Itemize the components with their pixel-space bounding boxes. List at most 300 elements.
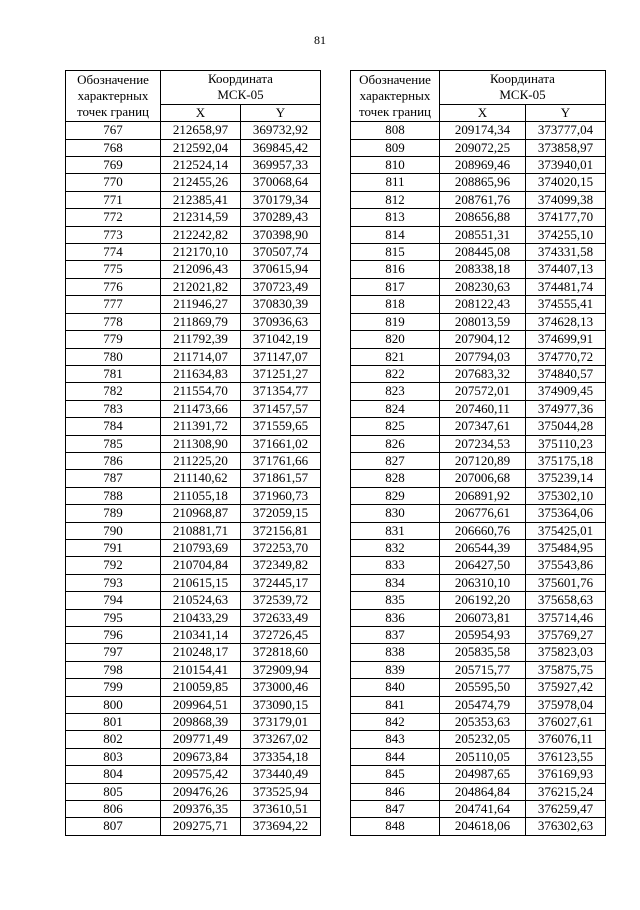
table-row [66, 452, 321, 469]
table-row [351, 226, 606, 243]
header-y: Y [241, 104, 321, 121]
point-number-cell: 801 [66, 714, 161, 731]
y-coordinate-cell: 374770,72 [526, 348, 606, 365]
point-number-cell: 773 [66, 226, 161, 243]
table-row [351, 801, 606, 818]
y-coordinate-cell: 370830,39 [241, 296, 321, 313]
x-coordinate-cell: 207460,11 [440, 400, 526, 417]
point-number-cell: 815 [351, 244, 440, 261]
y-coordinate-cell: 374909,45 [526, 383, 606, 400]
x-coordinate-cell: 208656,88 [440, 209, 526, 226]
table-body [66, 122, 321, 836]
y-coordinate-cell: 374099,38 [526, 191, 606, 208]
point-number-cell: 775 [66, 261, 161, 278]
x-coordinate-cell: 211308,90 [161, 435, 241, 452]
y-coordinate-cell: 369845,42 [241, 139, 321, 156]
x-coordinate-cell: 209376,35 [161, 801, 241, 818]
x-coordinate-cell: 208551,31 [440, 226, 526, 243]
x-coordinate-cell: 210968,87 [161, 505, 241, 522]
y-coordinate-cell: 370723,49 [241, 278, 321, 295]
y-coordinate-cell: 374481,74 [526, 278, 606, 295]
y-coordinate-cell: 375484,95 [526, 539, 606, 556]
point-number-cell: 820 [351, 331, 440, 348]
point-number-cell: 817 [351, 278, 440, 295]
y-coordinate-cell: 373777,04 [526, 122, 606, 139]
table-row [351, 209, 606, 226]
x-coordinate-cell: 210341,14 [161, 627, 241, 644]
x-coordinate-cell: 206427,50 [440, 557, 526, 574]
table-row [66, 418, 321, 435]
y-coordinate-cell: 375978,04 [526, 696, 606, 713]
page-number: 81 [314, 33, 326, 47]
point-number-cell: 779 [66, 331, 161, 348]
header-coordinate-line: Координата [208, 71, 273, 86]
table-row [66, 191, 321, 208]
y-coordinate-cell: 372726,45 [241, 627, 321, 644]
table-row [351, 592, 606, 609]
point-number-cell: 803 [66, 748, 161, 765]
point-number-cell: 805 [66, 783, 161, 800]
x-coordinate-cell: 208445,08 [440, 244, 526, 261]
y-coordinate-cell: 375110,23 [526, 435, 606, 452]
coordinates-table-left [65, 70, 321, 836]
y-coordinate-cell: 371761,66 [241, 452, 321, 469]
table-row [66, 801, 321, 818]
table-row [351, 574, 606, 591]
point-number-cell: 781 [66, 365, 161, 382]
table-row [66, 522, 321, 539]
point-number-cell: 829 [351, 487, 440, 504]
table-row [66, 557, 321, 574]
x-coordinate-cell: 208761,76 [440, 191, 526, 208]
y-coordinate-cell: 371861,57 [241, 470, 321, 487]
point-number-cell: 796 [66, 627, 161, 644]
point-number-cell: 835 [351, 592, 440, 609]
y-coordinate-cell: 375875,75 [526, 661, 606, 678]
table-row [351, 783, 606, 800]
x-coordinate-cell: 212021,82 [161, 278, 241, 295]
y-coordinate-cell: 375364,06 [526, 505, 606, 522]
header-coordinate-line: МСК-05 [499, 87, 546, 103]
y-coordinate-cell: 372059,15 [241, 505, 321, 522]
y-coordinate-cell: 370936,63 [241, 313, 321, 330]
coordinates-table-right [350, 70, 606, 836]
table-row [351, 278, 606, 295]
y-coordinate-cell: 375601,76 [526, 574, 606, 591]
y-coordinate-cell: 372633,49 [241, 609, 321, 626]
y-coordinate-cell: 373940,01 [526, 157, 606, 174]
x-coordinate-cell: 205353,63 [440, 714, 526, 731]
point-number-cell: 785 [66, 435, 161, 452]
point-number-cell: 830 [351, 505, 440, 522]
x-coordinate-cell: 211869,79 [161, 313, 241, 330]
x-coordinate-cell: 208013,59 [440, 313, 526, 330]
table-row [351, 627, 606, 644]
y-coordinate-cell: 373000,46 [241, 679, 321, 696]
y-coordinate-cell: 371042,19 [241, 331, 321, 348]
point-number-cell: 794 [66, 592, 161, 609]
point-number-cell: 825 [351, 418, 440, 435]
table-row [66, 539, 321, 556]
y-coordinate-cell: 374699,91 [526, 331, 606, 348]
header-designation [351, 71, 440, 122]
point-number-cell: 811 [351, 174, 440, 191]
point-number-cell: 806 [66, 801, 161, 818]
table-row [66, 400, 321, 417]
table-row [351, 139, 606, 156]
point-number-cell: 827 [351, 452, 440, 469]
x-coordinate-cell: 204618,06 [440, 818, 526, 835]
table-row [351, 522, 606, 539]
table-row [351, 748, 606, 765]
header-designation-line: точек границ [358, 104, 432, 120]
y-coordinate-cell: 376169,93 [526, 766, 606, 783]
y-coordinate-cell: 372539,72 [241, 592, 321, 609]
point-number-cell: 782 [66, 383, 161, 400]
point-number-cell: 848 [351, 818, 440, 835]
table-row [351, 296, 606, 313]
y-coordinate-cell: 373694,22 [241, 818, 321, 835]
x-coordinate-cell: 207234,53 [440, 435, 526, 452]
y-coordinate-cell: 374407,13 [526, 261, 606, 278]
point-number-cell: 846 [351, 783, 440, 800]
point-number-cell: 814 [351, 226, 440, 243]
y-coordinate-cell: 373440,49 [241, 766, 321, 783]
point-number-cell: 777 [66, 296, 161, 313]
y-coordinate-cell: 375714,46 [526, 609, 606, 626]
point-number-cell: 768 [66, 139, 161, 156]
x-coordinate-cell: 210615,15 [161, 574, 241, 591]
point-number-cell: 788 [66, 487, 161, 504]
table-row [66, 627, 321, 644]
point-number-cell: 791 [66, 539, 161, 556]
point-number-cell: 804 [66, 766, 161, 783]
point-number-cell: 767 [66, 122, 161, 139]
table-row [66, 226, 321, 243]
point-number-cell: 819 [351, 313, 440, 330]
y-coordinate-cell: 375425,01 [526, 522, 606, 539]
x-coordinate-cell: 205835,58 [440, 644, 526, 661]
table-row [351, 331, 606, 348]
y-coordinate-cell: 376215,24 [526, 783, 606, 800]
point-number-cell: 783 [66, 400, 161, 417]
point-number-cell: 844 [351, 748, 440, 765]
point-number-cell: 821 [351, 348, 440, 365]
x-coordinate-cell: 206891,92 [440, 487, 526, 504]
point-number-cell: 833 [351, 557, 440, 574]
y-coordinate-cell: 370068,64 [241, 174, 321, 191]
x-coordinate-cell: 206660,76 [440, 522, 526, 539]
x-coordinate-cell: 211714,07 [161, 348, 241, 365]
x-coordinate-cell: 211055,18 [161, 487, 241, 504]
point-number-cell: 798 [66, 661, 161, 678]
point-number-cell: 789 [66, 505, 161, 522]
x-coordinate-cell: 206776,61 [440, 505, 526, 522]
table-row [66, 174, 321, 191]
y-coordinate-cell: 369732,92 [241, 122, 321, 139]
x-coordinate-cell: 209868,39 [161, 714, 241, 731]
table-row [351, 174, 606, 191]
x-coordinate-cell: 210881,71 [161, 522, 241, 539]
y-coordinate-cell: 371559,65 [241, 418, 321, 435]
table-row [351, 766, 606, 783]
point-number-cell: 845 [351, 766, 440, 783]
x-coordinate-cell: 211792,39 [161, 331, 241, 348]
point-number-cell: 778 [66, 313, 161, 330]
point-number-cell: 823 [351, 383, 440, 400]
point-number-cell: 824 [351, 400, 440, 417]
y-coordinate-cell: 371457,57 [241, 400, 321, 417]
x-coordinate-cell: 211554,70 [161, 383, 241, 400]
point-number-cell: 826 [351, 435, 440, 452]
table-row [351, 157, 606, 174]
y-coordinate-cell: 370179,34 [241, 191, 321, 208]
table-row [66, 818, 321, 835]
x-coordinate-cell: 207120,89 [440, 452, 526, 469]
table-row [66, 278, 321, 295]
x-coordinate-cell: 207794,03 [440, 348, 526, 365]
table-row [66, 122, 321, 139]
x-coordinate-cell: 211473,66 [161, 400, 241, 417]
y-coordinate-cell: 374255,10 [526, 226, 606, 243]
table-row [66, 766, 321, 783]
table-row [351, 714, 606, 731]
y-coordinate-cell: 371147,07 [241, 348, 321, 365]
y-coordinate-cell: 371960,73 [241, 487, 321, 504]
point-number-cell: 800 [66, 696, 161, 713]
table-row [351, 487, 606, 504]
table-row [66, 261, 321, 278]
x-coordinate-cell: 209575,42 [161, 766, 241, 783]
table-row [66, 696, 321, 713]
point-number-cell: 807 [66, 818, 161, 835]
point-number-cell: 774 [66, 244, 161, 261]
table-row [351, 661, 606, 678]
point-number-cell: 828 [351, 470, 440, 487]
x-coordinate-cell: 210524,63 [161, 592, 241, 609]
header-designation-line: Обозначение [77, 71, 149, 87]
y-coordinate-cell: 375239,14 [526, 470, 606, 487]
y-coordinate-cell: 372349,82 [241, 557, 321, 574]
x-coordinate-cell: 211140,62 [161, 470, 241, 487]
x-coordinate-cell: 204987,65 [440, 766, 526, 783]
table-row [66, 435, 321, 452]
x-coordinate-cell: 210154,41 [161, 661, 241, 678]
y-coordinate-cell: 373354,18 [241, 748, 321, 765]
point-number-cell: 802 [66, 731, 161, 748]
header-x: X [440, 104, 526, 121]
table-row [351, 644, 606, 661]
table-row [351, 539, 606, 556]
table-row [351, 383, 606, 400]
table-row [351, 557, 606, 574]
table-row [66, 714, 321, 731]
table-row [351, 696, 606, 713]
table-row [66, 470, 321, 487]
table-row [66, 505, 321, 522]
y-coordinate-cell: 375658,63 [526, 592, 606, 609]
table-row [351, 365, 606, 382]
y-coordinate-cell: 373090,15 [241, 696, 321, 713]
table-row [66, 244, 321, 261]
y-coordinate-cell: 370398,90 [241, 226, 321, 243]
y-coordinate-cell: 373858,97 [526, 139, 606, 156]
x-coordinate-cell: 212592,04 [161, 139, 241, 156]
table-row [351, 400, 606, 417]
point-number-cell: 809 [351, 139, 440, 156]
x-coordinate-cell: 208338,18 [440, 261, 526, 278]
table-row [66, 731, 321, 748]
point-number-cell: 816 [351, 261, 440, 278]
y-coordinate-cell: 374177,70 [526, 209, 606, 226]
header-designation-line: точек границ [76, 104, 150, 120]
header-coordinate-line: МСК-05 [217, 87, 264, 103]
y-coordinate-cell: 375302,10 [526, 487, 606, 504]
point-number-cell: 770 [66, 174, 161, 191]
x-coordinate-cell: 204741,64 [440, 801, 526, 818]
table-row [351, 261, 606, 278]
point-number-cell: 772 [66, 209, 161, 226]
x-coordinate-cell: 211225,20 [161, 452, 241, 469]
x-coordinate-cell: 212096,43 [161, 261, 241, 278]
y-coordinate-cell: 371661,02 [241, 435, 321, 452]
table-row [66, 487, 321, 504]
y-coordinate-cell: 376259,47 [526, 801, 606, 818]
x-coordinate-cell: 207572,01 [440, 383, 526, 400]
y-coordinate-cell: 369957,33 [241, 157, 321, 174]
x-coordinate-cell: 209174,34 [440, 122, 526, 139]
point-number-cell: 842 [351, 714, 440, 731]
table-row [66, 609, 321, 626]
table-row [66, 331, 321, 348]
point-number-cell: 793 [66, 574, 161, 591]
table-row [351, 505, 606, 522]
x-coordinate-cell: 205474,79 [440, 696, 526, 713]
point-number-cell: 771 [66, 191, 161, 208]
y-coordinate-cell: 373525,94 [241, 783, 321, 800]
x-coordinate-cell: 209771,49 [161, 731, 241, 748]
x-coordinate-cell: 210793,69 [161, 539, 241, 556]
point-number-cell: 837 [351, 627, 440, 644]
table-row [351, 679, 606, 696]
x-coordinate-cell: 211391,72 [161, 418, 241, 435]
table-row [351, 435, 606, 452]
table-row [66, 383, 321, 400]
y-coordinate-cell: 372818,60 [241, 644, 321, 661]
table-row [351, 818, 606, 835]
x-coordinate-cell: 210433,29 [161, 609, 241, 626]
point-number-cell: 795 [66, 609, 161, 626]
table-row [66, 783, 321, 800]
x-coordinate-cell: 206192,20 [440, 592, 526, 609]
x-coordinate-cell: 210704,84 [161, 557, 241, 574]
point-number-cell: 808 [351, 122, 440, 139]
table-row [66, 661, 321, 678]
x-coordinate-cell: 207904,12 [440, 331, 526, 348]
y-coordinate-cell: 375769,27 [526, 627, 606, 644]
header-coordinate-line: Координата [490, 71, 555, 86]
x-coordinate-cell: 208230,63 [440, 278, 526, 295]
table-row [351, 313, 606, 330]
table-row [351, 470, 606, 487]
table-row [351, 731, 606, 748]
y-coordinate-cell: 371251,27 [241, 365, 321, 382]
x-coordinate-cell: 205110,05 [440, 748, 526, 765]
y-coordinate-cell: 373179,01 [241, 714, 321, 731]
x-coordinate-cell: 209964,51 [161, 696, 241, 713]
x-coordinate-cell: 211634,83 [161, 365, 241, 382]
point-number-cell: 813 [351, 209, 440, 226]
y-coordinate-cell: 376027,61 [526, 714, 606, 731]
table-row [351, 452, 606, 469]
x-coordinate-cell: 212455,26 [161, 174, 241, 191]
x-coordinate-cell: 212524,14 [161, 157, 241, 174]
header-x: X [161, 104, 241, 121]
table-row [66, 313, 321, 330]
point-number-cell: 818 [351, 296, 440, 313]
y-coordinate-cell: 374628,13 [526, 313, 606, 330]
table-row [351, 348, 606, 365]
point-number-cell: 780 [66, 348, 161, 365]
point-number-cell: 839 [351, 661, 440, 678]
table-row [351, 418, 606, 435]
y-coordinate-cell: 376076,11 [526, 731, 606, 748]
x-coordinate-cell: 209275,71 [161, 818, 241, 835]
point-number-cell: 822 [351, 365, 440, 382]
table-row [351, 244, 606, 261]
x-coordinate-cell: 209476,26 [161, 783, 241, 800]
x-coordinate-cell: 205595,50 [440, 679, 526, 696]
x-coordinate-cell: 205715,77 [440, 661, 526, 678]
y-coordinate-cell: 372156,81 [241, 522, 321, 539]
table-row [66, 209, 321, 226]
y-coordinate-cell: 373610,51 [241, 801, 321, 818]
x-coordinate-cell: 204864,84 [440, 783, 526, 800]
y-coordinate-cell: 373267,02 [241, 731, 321, 748]
point-number-cell: 787 [66, 470, 161, 487]
point-number-cell: 838 [351, 644, 440, 661]
header-coordinate [440, 71, 606, 105]
table-row [66, 139, 321, 156]
y-coordinate-cell: 376302,63 [526, 818, 606, 835]
point-number-cell: 776 [66, 278, 161, 295]
x-coordinate-cell: 210059,85 [161, 679, 241, 696]
table-row [66, 679, 321, 696]
header-designation-line: характерных [77, 87, 149, 103]
point-number-cell: 836 [351, 609, 440, 626]
y-coordinate-cell: 376123,55 [526, 748, 606, 765]
point-number-cell: 769 [66, 157, 161, 174]
header-designation-line: характерных [359, 87, 431, 103]
point-number-cell: 812 [351, 191, 440, 208]
point-number-cell: 792 [66, 557, 161, 574]
y-coordinate-cell: 375927,42 [526, 679, 606, 696]
y-coordinate-cell: 374977,36 [526, 400, 606, 417]
table-row [351, 191, 606, 208]
y-coordinate-cell: 374331,58 [526, 244, 606, 261]
header-designation [66, 71, 161, 122]
table-row [66, 296, 321, 313]
table-row [351, 122, 606, 139]
table-row [66, 644, 321, 661]
x-coordinate-cell: 206544,39 [440, 539, 526, 556]
point-number-cell: 786 [66, 452, 161, 469]
point-number-cell: 799 [66, 679, 161, 696]
y-coordinate-cell: 374840,57 [526, 365, 606, 382]
point-number-cell: 840 [351, 679, 440, 696]
y-coordinate-cell: 372253,70 [241, 539, 321, 556]
table-row [66, 365, 321, 382]
